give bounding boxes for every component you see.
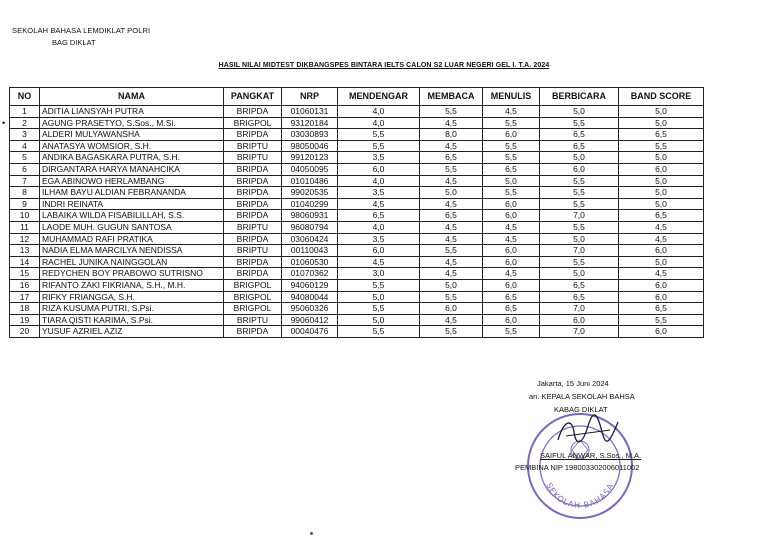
table-cell: 5,5 <box>420 326 483 338</box>
table-cell: 5,0 <box>540 152 619 164</box>
table-cell: 11 <box>10 221 40 233</box>
table-cell: 6,5 <box>540 291 619 303</box>
table-cell: 6,5 <box>619 303 704 315</box>
table-row <box>10 291 704 303</box>
table-cell: 4,0 <box>338 221 420 233</box>
table-cell: 2 <box>10 117 40 129</box>
table-cell: 01040299 <box>282 198 338 210</box>
table-cell: 14 <box>10 256 40 268</box>
table-row <box>10 163 704 175</box>
table-cell: 5,0 <box>619 152 704 164</box>
table-cell: BRIGPOL <box>224 291 282 303</box>
table-body <box>10 106 704 338</box>
table-cell: BRIPTU <box>224 140 282 152</box>
signer-role: an. KEPALA SEKOLAH BAHSA <box>529 392 635 401</box>
table-cell: 00110043 <box>282 245 338 257</box>
table-cell: 4,0 <box>338 175 420 187</box>
table-cell: 5,0 <box>420 187 483 199</box>
table-cell: 6,0 <box>483 256 540 268</box>
table-cell: LABAIKA WILDA FISABILILLAH, S.S. <box>40 210 224 222</box>
table-cell: 6,5 <box>420 210 483 222</box>
table-cell: 6,5 <box>483 303 540 315</box>
table-cell: 01060131 <box>282 106 338 118</box>
table-cell: 6,0 <box>483 129 540 141</box>
table-cell: 6,0 <box>483 279 540 291</box>
table-cell: AGUNG PRASETYO, S.Sos., M.Si. <box>40 117 224 129</box>
table-row <box>10 268 704 280</box>
table-cell: 3 <box>10 129 40 141</box>
table-cell: 7,0 <box>540 303 619 315</box>
table-cell: 01070362 <box>282 268 338 280</box>
table-cell: 6,0 <box>619 279 704 291</box>
table-cell: 12 <box>10 233 40 245</box>
table-cell: 6,0 <box>619 163 704 175</box>
table-cell: 5,5 <box>338 279 420 291</box>
table-cell: 5,0 <box>619 106 704 118</box>
table-cell: 3,0 <box>338 268 420 280</box>
table-cell: 5,5 <box>483 117 540 129</box>
table-cell: BRIPDA <box>224 326 282 338</box>
table-cell: 5,0 <box>540 106 619 118</box>
table-cell: 00040476 <box>282 326 338 338</box>
table-cell: 98060931 <box>282 210 338 222</box>
table-cell: NADIA ELMA MARCILYA NENDISSA <box>40 245 224 257</box>
table-cell: BRIPTU <box>224 221 282 233</box>
table-cell: 9 <box>10 198 40 210</box>
table-cell: 94060129 <box>282 279 338 291</box>
table-cell: BRIGPOL <box>224 303 282 315</box>
table-cell: LAODE MUH. GUGUN SANTOSA <box>40 221 224 233</box>
table-cell: 4,5 <box>619 233 704 245</box>
table-row <box>10 187 704 199</box>
table-cell: 5,5 <box>420 106 483 118</box>
table-cell: BRIPDA <box>224 233 282 245</box>
table-cell: 4,5 <box>420 221 483 233</box>
table-cell: 6,5 <box>420 152 483 164</box>
table-row <box>10 117 704 129</box>
institution-name: SEKOLAH BAHASA LEMDIKLAT POLRI <box>12 26 151 35</box>
table-cell: 04050095 <box>282 163 338 175</box>
table-cell: 5,5 <box>619 140 704 152</box>
table-row <box>10 326 704 338</box>
table-cell: ANATASYA WOMSIOR, S.H. <box>40 140 224 152</box>
document-title: HASIL NILAI MIDTEST DIKBANGSPES BINTARA IELTS CALON S2 LUAR NEGERI GEL I. T.A. 2024 <box>218 62 550 69</box>
table-row <box>10 198 704 210</box>
table-cell: YUSUF AZRIEL AZIZ <box>40 326 224 338</box>
table-cell: 3,5 <box>338 152 420 164</box>
table-cell: 5,5 <box>420 163 483 175</box>
table-row <box>10 279 704 291</box>
table-cell: 96080794 <box>282 221 338 233</box>
table-cell: MUHAMMAD RAFI PRATIKA <box>40 233 224 245</box>
table-cell: DIRGANTARA HARYA MANAHCIKA <box>40 163 224 175</box>
table-cell: 6,0 <box>338 163 420 175</box>
table-cell: 18 <box>10 303 40 315</box>
table-cell: BRIPTU <box>224 245 282 257</box>
table-cell: 7,0 <box>540 210 619 222</box>
table-cell: 5,5 <box>483 140 540 152</box>
table-cell: 6,5 <box>540 140 619 152</box>
table-cell: BRIPDA <box>224 163 282 175</box>
table-cell: 5,5 <box>338 140 420 152</box>
table-cell: 95060326 <box>282 303 338 315</box>
table-cell: 15 <box>10 268 40 280</box>
table-cell: 6,5 <box>540 279 619 291</box>
table-cell: RIZA KUSUMA PUTRI, S.Psi. <box>40 303 224 315</box>
place-date: Jakarta, 15 Juni 2024 <box>537 379 609 388</box>
table-cell: 5,0 <box>483 175 540 187</box>
table-cell: 20 <box>10 326 40 338</box>
table-cell: 99020535 <box>282 187 338 199</box>
table-cell: 17 <box>10 291 40 303</box>
table-cell: BRIPDA <box>224 256 282 268</box>
table-cell: 3,5 <box>338 187 420 199</box>
column-header: BERBICARA <box>540 88 619 106</box>
margin-dot: • <box>2 118 6 128</box>
table-cell: 5,0 <box>338 291 420 303</box>
table-cell: 6,5 <box>338 210 420 222</box>
table-cell: 4,5 <box>619 221 704 233</box>
table-cell: 6,0 <box>619 245 704 257</box>
table-row <box>10 210 704 222</box>
table-cell: BRIPDA <box>224 129 282 141</box>
table-cell: 4,0 <box>338 117 420 129</box>
table-cell: BRIPTU <box>224 152 282 164</box>
department-name: BAG DIKLAT <box>52 38 96 47</box>
table-row <box>10 233 704 245</box>
table-cell: 6,5 <box>540 129 619 141</box>
table-cell: 4,5 <box>619 268 704 280</box>
table-cell: 5,5 <box>338 129 420 141</box>
table-cell: 6,5 <box>483 163 540 175</box>
table-cell: 16 <box>10 279 40 291</box>
table-cell: 5,5 <box>483 187 540 199</box>
handwritten-signature <box>552 412 622 452</box>
table-cell: 7,0 <box>540 245 619 257</box>
table-cell: 5,5 <box>483 326 540 338</box>
table-cell: 4,5 <box>420 314 483 326</box>
table-cell: 5,0 <box>619 187 704 199</box>
table-cell: 4,5 <box>420 140 483 152</box>
table-cell: 6,0 <box>540 314 619 326</box>
table-cell: 4,5 <box>420 233 483 245</box>
table-cell: 13 <box>10 245 40 257</box>
column-header: BAND SCORE <box>619 88 704 106</box>
table-row <box>10 221 704 233</box>
table-cell: 98050046 <box>282 140 338 152</box>
column-header: PANGKAT <box>224 88 282 106</box>
table-cell: BRIPDA <box>224 187 282 199</box>
table-cell: 5,0 <box>338 314 420 326</box>
table-cell: 7 <box>10 175 40 187</box>
table-cell: 4,5 <box>420 268 483 280</box>
table-cell: 1 <box>10 106 40 118</box>
column-header: NAMA <box>40 88 224 106</box>
table-cell: 5,0 <box>420 279 483 291</box>
table-cell: BRIGPOL <box>224 117 282 129</box>
table-cell: 5,5 <box>338 326 420 338</box>
table-cell: 5,0 <box>619 256 704 268</box>
table-row <box>10 129 704 141</box>
table-cell: TIARA QISTI KARIMA, S.Psi. <box>40 314 224 326</box>
table-cell: 5,5 <box>619 314 704 326</box>
table-cell: 4,5 <box>420 117 483 129</box>
table-cell: 5,5 <box>540 187 619 199</box>
table-cell: 5,0 <box>619 175 704 187</box>
table-cell: 4,5 <box>483 268 540 280</box>
table-cell: 8 <box>10 187 40 199</box>
table-cell: RACHEL JUNIKA NAINGGOLAN <box>40 256 224 268</box>
table-cell: 5,5 <box>540 256 619 268</box>
table-cell: 6,5 <box>483 291 540 303</box>
table-cell: RIFANTO ZAKI FIKRIANA, S.H., M.H. <box>40 279 224 291</box>
table-cell: 3,5 <box>338 233 420 245</box>
table-cell: 6,0 <box>483 314 540 326</box>
table-cell: 5,0 <box>619 117 704 129</box>
table-cell: 4,5 <box>483 233 540 245</box>
table-cell: 6,0 <box>338 245 420 257</box>
table-cell: 6,0 <box>420 303 483 315</box>
table-cell: 5,0 <box>540 268 619 280</box>
table-cell: 4,5 <box>420 256 483 268</box>
table-cell: 6,0 <box>619 326 704 338</box>
column-header: NO <box>10 88 40 106</box>
column-header: NRP <box>282 88 338 106</box>
score-table <box>9 87 704 338</box>
table-cell: 5,5 <box>540 221 619 233</box>
table-cell: 5 <box>10 152 40 164</box>
table-cell: 4,0 <box>338 106 420 118</box>
table-row <box>10 152 704 164</box>
table-cell: 5,5 <box>540 198 619 210</box>
seal-text: SEKOLAH BAHASA <box>544 481 616 511</box>
table-cell: BRIGPOL <box>224 279 282 291</box>
table-cell: 19 <box>10 314 40 326</box>
table-cell: 5,5 <box>338 303 420 315</box>
page-mark <box>310 532 313 535</box>
table-row <box>10 140 704 152</box>
table-cell: BRIPDA <box>224 198 282 210</box>
table-cell: 6,5 <box>619 210 704 222</box>
table-cell: 6,0 <box>483 245 540 257</box>
table-cell: 6,5 <box>619 129 704 141</box>
table-cell: INDRI REINATA <box>40 198 224 210</box>
table-row <box>10 314 704 326</box>
table-cell: 4,5 <box>338 256 420 268</box>
table-cell: 6,0 <box>540 163 619 175</box>
column-header: MEMBACA <box>420 88 483 106</box>
table-row <box>10 106 704 118</box>
table-cell: BRIPTU <box>224 314 282 326</box>
table-row <box>10 175 704 187</box>
table-cell: 6 <box>10 163 40 175</box>
table-cell: 99060412 <box>282 314 338 326</box>
table-cell: ILHAM BAYU ALDIAN FEBRANANDA <box>40 187 224 199</box>
table-cell: 7,0 <box>540 326 619 338</box>
table-cell: 10 <box>10 210 40 222</box>
table-cell: REDYCHEN BOY PRABOWO SUTRISNO <box>40 268 224 280</box>
table-cell: 03060424 <box>282 233 338 245</box>
table-cell: BRIPDA <box>224 268 282 280</box>
table-row <box>10 303 704 315</box>
table-cell: 8,0 <box>420 129 483 141</box>
table-cell: ADITIA LIANSYAH PUTRA <box>40 106 224 118</box>
signer-position: KABAG DIKLAT <box>554 405 608 414</box>
column-header: MENDENGAR <box>338 88 420 106</box>
table-cell: ALDERI MULYAWANSHA <box>40 129 224 141</box>
table-cell: BRIPDA <box>224 106 282 118</box>
table-cell: BRIPDA <box>224 175 282 187</box>
svg-text:SEKOLAH BAHASA <box>544 482 615 511</box>
table-cell: 5,5 <box>420 245 483 257</box>
table-cell: 01010486 <box>282 175 338 187</box>
table-cell: 4,5 <box>338 198 420 210</box>
table-cell: 4,5 <box>483 221 540 233</box>
table-cell: 99120123 <box>282 152 338 164</box>
table-cell: EGA ABINOWO HERLAMBANG <box>40 175 224 187</box>
table-cell: 4,5 <box>483 106 540 118</box>
table-cell: 5,0 <box>540 233 619 245</box>
table-cell: 5,5 <box>483 152 540 164</box>
signer-name: SAIFUL ANWAR, S.Sos., M.A. <box>540 451 642 460</box>
signer-rank-nip: PEMBINA NIP 198003302006011002 <box>515 463 640 472</box>
table-header-row <box>10 88 704 106</box>
table-row <box>10 256 704 268</box>
table-cell: 5,0 <box>619 198 704 210</box>
table-cell: 5,5 <box>540 117 619 129</box>
table-cell: 4,5 <box>420 198 483 210</box>
table-cell: BRIPDA <box>224 210 282 222</box>
table-cell: 6,0 <box>619 291 704 303</box>
table-cell: RIFKY FRIANGGA, S.H. <box>40 291 224 303</box>
table-cell: 93120184 <box>282 117 338 129</box>
column-header: MENULIS <box>483 88 540 106</box>
table-cell: ANDIKA BAGASKARA PUTRA, S.H. <box>40 152 224 164</box>
table-cell: 4,5 <box>420 175 483 187</box>
table-cell: 03030893 <box>282 129 338 141</box>
table-cell: 6,0 <box>483 198 540 210</box>
table-cell: 5,5 <box>420 291 483 303</box>
table-cell: 6,0 <box>483 210 540 222</box>
table-cell: 5,5 <box>540 175 619 187</box>
table-cell: 94080044 <box>282 291 338 303</box>
table-cell: 4 <box>10 140 40 152</box>
table-cell: 01060530 <box>282 256 338 268</box>
table-row <box>10 245 704 257</box>
